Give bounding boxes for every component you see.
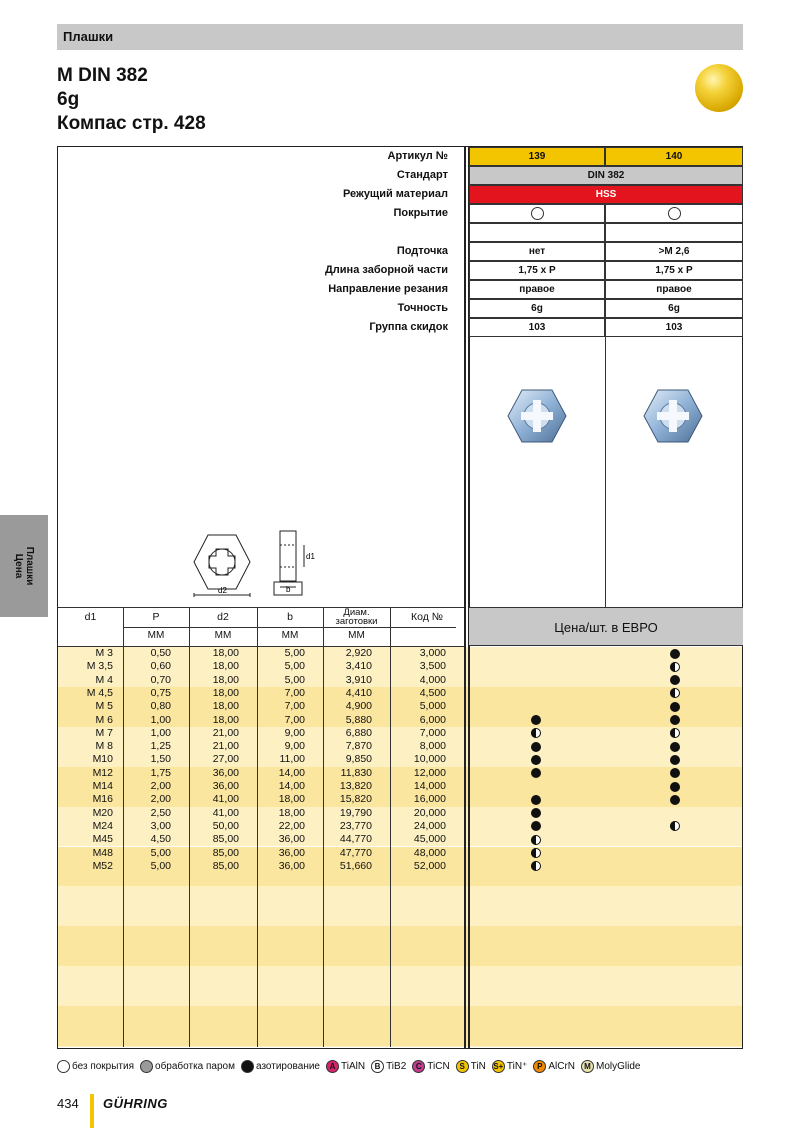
table-column-line <box>257 607 258 1047</box>
chamfer-cell-139: 1,75 x P <box>469 261 605 280</box>
tolerance-title: 6g <box>57 89 80 110</box>
cell-d1: M12 <box>92 766 113 779</box>
spec-label: Режущий материал <box>342 188 448 200</box>
cell-d2: 27,00 <box>212 753 239 766</box>
direction-cell-140: правое <box>605 280 743 299</box>
column-unit-b: MM <box>281 630 299 641</box>
cell-blank: 23,770 <box>339 819 372 832</box>
no-coating-icon <box>668 207 681 220</box>
category-header: Плашки <box>57 24 743 50</box>
cell-b: 9,00 <box>284 726 305 739</box>
discount-cell-140: 103 <box>605 318 743 337</box>
product-title: M DIN 382 <box>57 65 148 86</box>
legend-coating-icon: A <box>326 1060 339 1073</box>
cell-d2: 18,00 <box>212 700 239 713</box>
cell-code: 52,000 <box>413 859 446 872</box>
legend-label: AlCrN <box>548 1060 575 1072</box>
legend-item <box>492 1060 527 1073</box>
side-tab-label-1: Плашки <box>24 546 35 586</box>
availability-full-icon[interactable] <box>670 782 680 792</box>
cell-code: 8,000 <box>419 740 446 753</box>
cell-code: 16,000 <box>413 793 446 806</box>
side-tab-label-2: Цена <box>13 553 24 579</box>
cell-P: 0,80 <box>150 700 171 713</box>
column-header-blank: Диам. заготовки <box>335 607 378 627</box>
cell-code: 3,000 <box>419 647 446 659</box>
legend-label: MolyGlide <box>596 1060 641 1072</box>
legend-label: обработка паром <box>155 1060 235 1072</box>
cell-P: 3,00 <box>150 819 171 832</box>
cell-d2: 18,00 <box>212 673 239 686</box>
guhring-logo: GÜHRING <box>103 1096 168 1111</box>
row-band <box>58 886 742 926</box>
main-separator <box>464 146 466 1049</box>
cell-b: 14,00 <box>278 780 305 792</box>
cell-d1: M 4 <box>95 673 113 686</box>
cell-b: 36,00 <box>278 859 305 872</box>
grinding-cell-139: нет <box>469 242 605 261</box>
legend-coating-icon: M <box>581 1060 594 1073</box>
availability-full-icon[interactable] <box>670 715 680 725</box>
cell-d1: M45 <box>92 833 113 846</box>
d2-label: d2 <box>218 586 227 595</box>
legend-label: TiAlN <box>340 1060 366 1072</box>
availability-full-icon[interactable] <box>531 715 541 725</box>
yellow-ball-icon <box>695 64 743 112</box>
cell-b: 22,00 <box>278 819 305 832</box>
cell-P: 4,50 <box>150 833 171 846</box>
cell-blank: 3,910 <box>345 673 372 686</box>
cell-d1: M48 <box>92 846 113 859</box>
cell-d2: 18,00 <box>212 713 239 726</box>
cell-b: 5,00 <box>284 673 305 686</box>
legend-coating-icon: B <box>371 1060 384 1073</box>
table-header-line <box>58 607 464 608</box>
grinding-cell-140: >M 2,6 <box>605 242 743 261</box>
cell-d1: M14 <box>92 780 113 792</box>
cell-d2: 41,00 <box>212 793 239 806</box>
column-header-code: Код № <box>410 611 444 623</box>
column-header-d2: d2 <box>217 611 229 623</box>
page-number: 434 <box>57 1096 79 1111</box>
cell-code: 14,000 <box>413 780 446 792</box>
legend-label: TiN <box>470 1060 486 1072</box>
legend-item <box>140 1060 235 1073</box>
coating-legend <box>57 1058 743 1074</box>
column-unit-d2: MM <box>214 630 232 641</box>
cell-d2: 85,00 <box>212 859 239 872</box>
row-band <box>58 966 742 1006</box>
cell-d1: M52 <box>92 859 113 872</box>
cell-d2: 36,00 <box>212 766 239 779</box>
cell-P: 0,50 <box>150 647 171 659</box>
cell-code: 12,000 <box>413 766 446 779</box>
discount-cell-139: 103 <box>469 318 605 337</box>
d1-label: d1 <box>306 552 315 561</box>
availability-full-icon[interactable] <box>670 702 680 712</box>
accuracy-cell-139: 6g <box>469 299 605 318</box>
cell-code: 48,000 <box>413 846 446 859</box>
cell-blank: 2,920 <box>345 647 372 659</box>
cell-d1: M 3,5 <box>86 660 113 673</box>
coating-cell-140 <box>605 204 743 223</box>
hex-die-image-139 <box>507 388 567 444</box>
spec-label: Группа скидок <box>369 321 448 333</box>
legend-item <box>456 1060 486 1073</box>
cell-code: 7,000 <box>419 726 446 739</box>
availability-full-icon[interactable] <box>670 755 680 765</box>
cell-d1: M20 <box>92 806 113 819</box>
cell-code: 4,000 <box>419 673 446 686</box>
cell-d1: M 4,5 <box>86 686 113 699</box>
legend-coating-icon <box>241 1060 254 1073</box>
column-unit-blank: MM <box>348 630 365 641</box>
cell-code: 24,000 <box>413 819 446 832</box>
legend-item <box>533 1060 575 1073</box>
upper-col-divider <box>605 337 606 607</box>
cell-P: 2,00 <box>150 780 171 792</box>
b-label: b <box>286 585 291 594</box>
cell-b: 18,00 <box>278 793 305 806</box>
legend-coating-icon: P <box>533 1060 546 1073</box>
cell-blank: 13,820 <box>339 780 372 792</box>
legend-item <box>371 1060 406 1073</box>
cell-d2: 18,00 <box>212 647 239 659</box>
table-column-line <box>123 607 124 1047</box>
table-column-line <box>189 607 190 1047</box>
spec-label: Направление резания <box>328 283 448 295</box>
cell-blank: 6,880 <box>345 726 372 739</box>
no-coating-icon <box>531 207 544 220</box>
cell-blank: 5,880 <box>345 713 372 726</box>
cell-code: 3,500 <box>419 660 446 673</box>
column-unit-P: MM <box>147 630 165 641</box>
cell-b: 36,00 <box>278 833 305 846</box>
spec-label: Покрытие <box>393 207 448 219</box>
column-header-P: P <box>152 611 160 623</box>
cell-b: 9,00 <box>284 740 305 753</box>
cell-P: 5,00 <box>150 859 171 872</box>
cell-code: 6,000 <box>419 713 446 726</box>
cell-blank: 51,660 <box>339 859 372 872</box>
cell-b: 7,00 <box>284 700 305 713</box>
legend-label: без покрытия <box>72 1060 135 1072</box>
material-cell: HSS <box>469 185 743 204</box>
cell-d2: 85,00 <box>212 846 239 859</box>
cell-P: 2,00 <box>150 793 171 806</box>
cell-d2: 21,00 <box>212 726 239 739</box>
cell-d2: 18,00 <box>212 660 239 673</box>
accuracy-cell-140: 6g <box>605 299 743 318</box>
legend-coating-icon <box>57 1060 70 1073</box>
spec-label: Точность <box>397 302 448 314</box>
cell-d1: M 8 <box>95 740 113 753</box>
cell-P: 1,00 <box>150 726 171 739</box>
cell-blank: 19,790 <box>339 806 372 819</box>
cell-blank: 11,830 <box>340 766 372 779</box>
row-band <box>58 926 742 966</box>
row-band <box>58 1006 742 1046</box>
cell-d2: 85,00 <box>212 833 239 846</box>
cell-d1: M 7 <box>95 726 113 739</box>
table-column-line <box>323 607 324 1047</box>
article-139-cell[interactable]: 139 <box>469 147 605 166</box>
spec-label: Артикул № <box>387 150 448 162</box>
empty-cell <box>469 223 605 242</box>
chamfer-cell-140: 1,75 x P <box>605 261 743 280</box>
cell-d2: 36,00 <box>212 780 239 792</box>
price-header: Цена/шт. в ЕВРО <box>469 607 743 646</box>
cell-b: 7,00 <box>284 686 305 699</box>
column-header-d1: d1 <box>84 611 97 623</box>
cell-P: 1,25 <box>150 740 171 753</box>
title-block <box>57 64 206 136</box>
cell-d1: M16 <box>92 793 113 806</box>
standard-cell: DIN 382 <box>469 166 743 185</box>
legend-label: TiN⁺ <box>506 1060 528 1072</box>
hex-die-image-140 <box>643 388 703 444</box>
cell-blank: 3,410 <box>345 660 372 673</box>
legend-label: TiCN <box>427 1060 450 1072</box>
legend-item <box>581 1060 640 1073</box>
cell-blank: 4,410 <box>345 686 372 699</box>
cell-P: 2,50 <box>150 806 171 819</box>
compass-reference: Компас стр. 428 <box>57 113 206 134</box>
side-tab[interactable] <box>0 515 48 617</box>
cell-code: 4,500 <box>419 686 446 699</box>
cell-code: 5,000 <box>419 700 446 713</box>
article-140-cell[interactable]: 140 <box>605 147 743 166</box>
cell-d1: M 3 <box>95 647 113 659</box>
cell-blank: 9,850 <box>345 753 372 766</box>
direction-cell-139: правое <box>469 280 605 299</box>
cell-d1: M 6 <box>95 713 113 726</box>
availability-half-icon[interactable] <box>670 662 680 672</box>
table-column-line <box>390 607 391 1047</box>
legend-item <box>326 1060 365 1073</box>
legend-coating-icon <box>140 1060 153 1073</box>
column-header-b: b <box>287 611 293 623</box>
legend-label: азотирование <box>256 1060 320 1072</box>
cell-P: 1,00 <box>150 713 171 726</box>
cell-blank: 4,900 <box>345 700 372 713</box>
availability-full-icon[interactable] <box>670 649 680 659</box>
spec-label: Стандарт <box>396 169 448 181</box>
legend-item <box>241 1060 320 1073</box>
footer-accent-bar <box>90 1094 94 1128</box>
table-units-line <box>123 627 456 628</box>
cell-b: 14,00 <box>278 766 305 779</box>
coating-cell-139 <box>469 204 605 223</box>
cell-b: 11,00 <box>279 753 305 766</box>
legend-coating-icon: C <box>412 1060 425 1073</box>
cell-d1: M 5 <box>95 700 113 713</box>
spec-label: Подточка <box>396 245 448 257</box>
cell-b: 36,00 <box>278 846 305 859</box>
legend-item <box>412 1060 449 1073</box>
cell-d1: M24 <box>92 819 113 832</box>
availability-half-icon[interactable] <box>531 835 541 845</box>
legend-coating-icon: S+ <box>493 1061 504 1071</box>
cell-blank: 15,820 <box>339 793 372 806</box>
cell-P: 5,00 <box>150 846 171 859</box>
cell-blank: 7,870 <box>345 740 372 753</box>
availability-full-icon[interactable] <box>531 755 541 765</box>
cell-code: 20,000 <box>413 806 446 819</box>
cell-P: 1,50 <box>150 753 171 766</box>
cell-b: 5,00 <box>284 660 305 673</box>
legend-item <box>57 1060 134 1073</box>
availability-full-icon[interactable] <box>670 795 680 805</box>
cell-code: 45,000 <box>413 833 446 846</box>
cell-P: 0,70 <box>150 673 171 686</box>
cell-blank: 44,770 <box>339 833 372 846</box>
row-band <box>58 1046 742 1047</box>
legend-coating-icon: S <box>456 1060 469 1073</box>
cell-P: 0,75 <box>150 686 171 699</box>
cell-d1: M10 <box>92 753 113 766</box>
availability-full-icon[interactable] <box>531 742 541 752</box>
cell-d2: 50,00 <box>212 819 239 832</box>
cell-blank: 47,770 <box>339 846 372 859</box>
availability-full-icon[interactable] <box>670 742 680 752</box>
availability-half-icon[interactable] <box>531 848 541 858</box>
availability-full-icon[interactable] <box>531 795 541 805</box>
empty-cell <box>605 223 743 242</box>
cell-b: 5,00 <box>284 647 305 659</box>
cell-d2: 18,00 <box>212 686 239 699</box>
die-technical-drawing <box>190 525 330 600</box>
cell-code: 10,000 <box>413 753 446 766</box>
cell-d2: 21,00 <box>212 740 239 753</box>
cell-d2: 41,00 <box>212 806 239 819</box>
spec-label: Длина заборной части <box>324 264 448 276</box>
legend-label: TiB2 <box>386 1060 407 1072</box>
cell-P: 1,75 <box>150 766 171 779</box>
cell-P: 0,60 <box>150 660 171 673</box>
cell-b: 18,00 <box>278 806 305 819</box>
cell-b: 7,00 <box>284 713 305 726</box>
